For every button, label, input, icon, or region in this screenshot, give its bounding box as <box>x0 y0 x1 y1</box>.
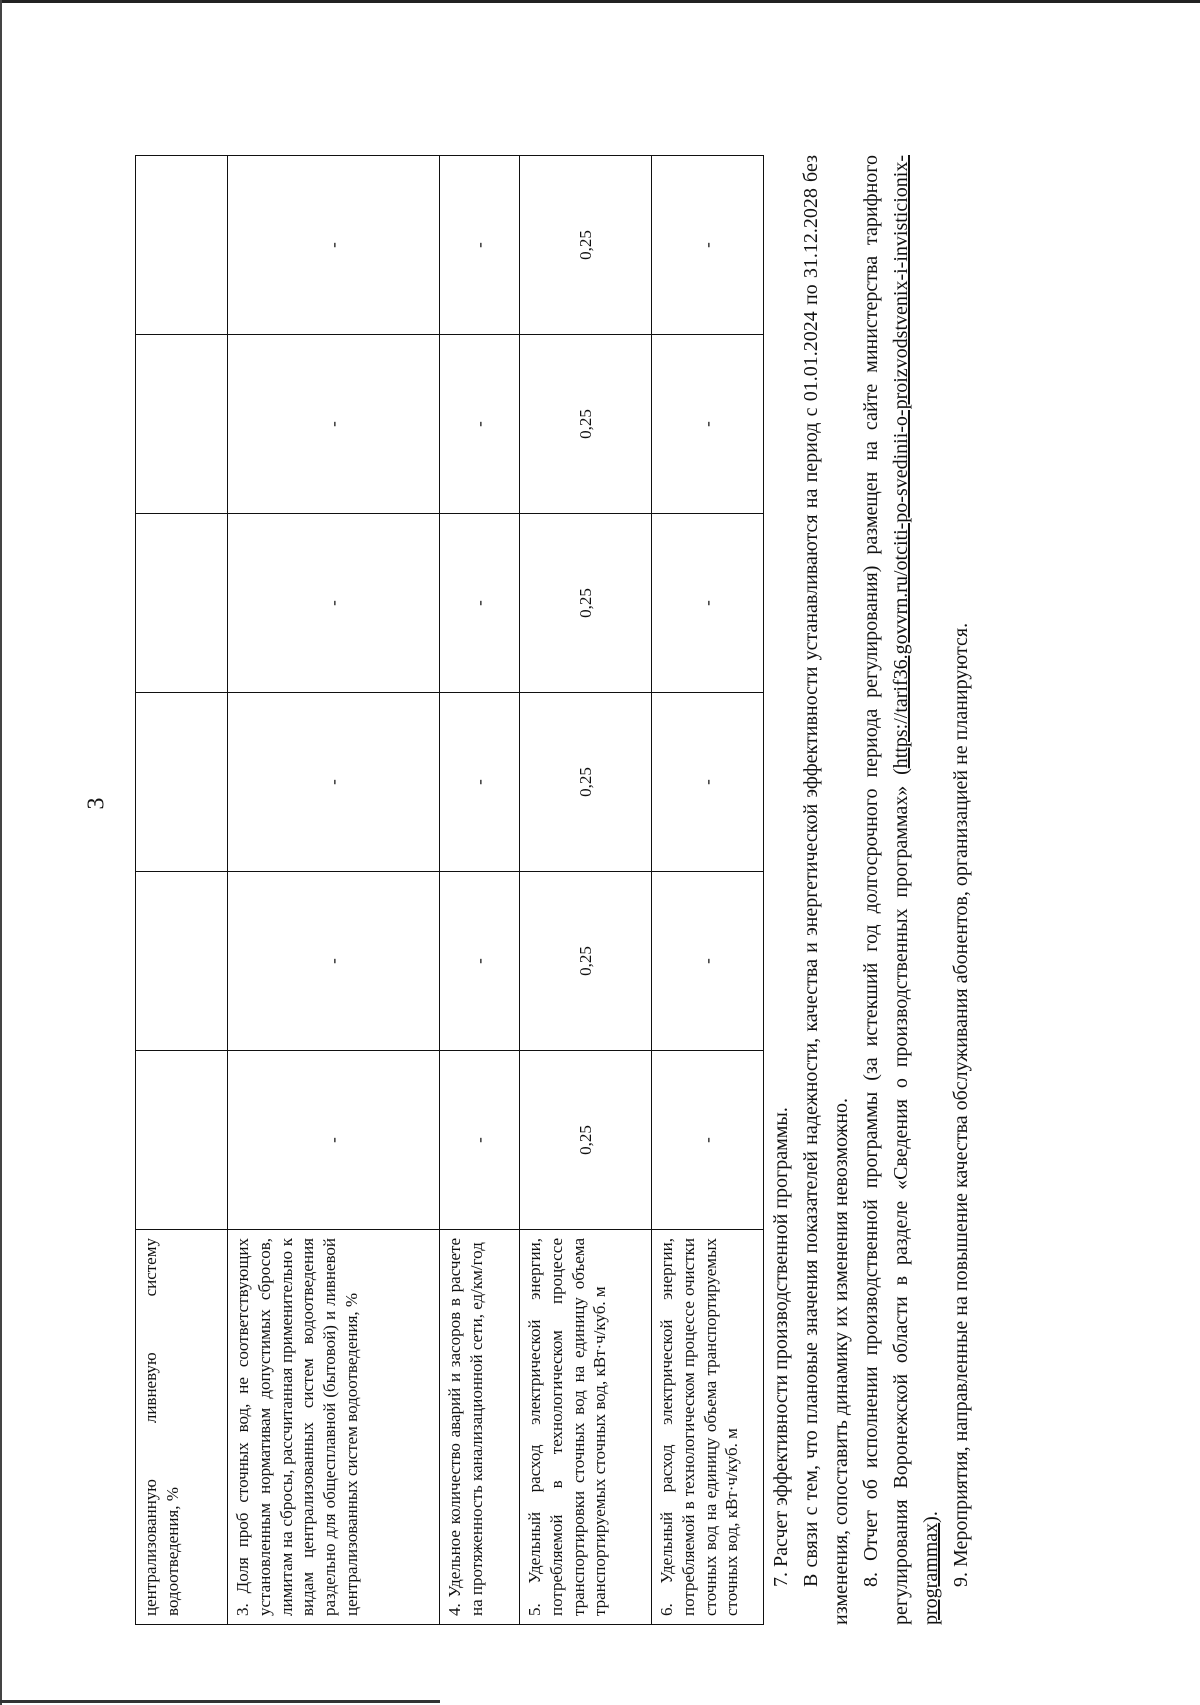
row-value: 0,25 <box>520 693 652 872</box>
row-value: - <box>228 872 440 1051</box>
row-value: 0,25 <box>520 514 652 693</box>
row-value: - <box>652 156 764 335</box>
row-value: 0,25 <box>520 1051 652 1230</box>
table-row <box>228 156 440 1625</box>
scan-edge-bottom <box>0 1700 440 1703</box>
body-text <box>766 155 976 1625</box>
row-value: - <box>228 514 440 693</box>
row-value: - <box>652 693 764 872</box>
row-value <box>136 1051 228 1230</box>
row-description: 4. Удельное количество аварий и засоров в расчете на протяженность канализационной сети, ед/км/год <box>440 1230 520 1625</box>
table-row <box>440 156 520 1625</box>
row-value <box>136 872 228 1051</box>
row-value <box>136 335 228 514</box>
scan-edge-left <box>0 0 2 1705</box>
row-value: - <box>652 335 764 514</box>
report-link[interactable]: https://tarif36.govvrn.ru/otciti-po-svedinii-o-proizvodstvenix-i-invisticionix-programmax <box>890 155 942 1625</box>
section-8-end: ). <box>920 1511 942 1523</box>
row-value: - <box>440 156 520 335</box>
row-value: 0,25 <box>520 872 652 1051</box>
row-value: - <box>652 1051 764 1230</box>
row-value: - <box>440 514 520 693</box>
row-value: - <box>440 693 520 872</box>
row-description: 6. Удельный расход электрической энергии, потребляемой в технологическом процессе очистки сточных вод на единицу объема транспортируемых сточных вод, кВт·ч/куб. м <box>652 1230 764 1625</box>
page-number: 3 <box>83 797 110 810</box>
row-value: 0,25 <box>520 156 652 335</box>
row-description: 3. Доля проб сточных вод, не соответствующих установленным нормативам допустимых сбросов, лимитам на сбросы, рассчитанная применительно к видам централизованных систем водоотведения раздельно для общесплавной (бытовой) и ливневой централизованных систем водоотведения, % <box>228 1230 440 1625</box>
table-row <box>520 156 652 1625</box>
table-row <box>136 156 228 1625</box>
row-value <box>136 514 228 693</box>
row-value: - <box>228 156 440 335</box>
row-value: - <box>228 693 440 872</box>
row-value: 0,25 <box>520 335 652 514</box>
row-description: 5. Удельный расход электрической энергии, потребляемой в технологическом процессе транспортировки сточных вод на единицу объема транспортируемых сточных вод, кВт·ч/куб. м <box>520 1230 652 1625</box>
row-description: централизованную ливневую систему водоотведения, % <box>136 1230 228 1625</box>
row-value: - <box>652 872 764 1051</box>
scan-edge-top <box>0 0 1200 3</box>
row-value: - <box>440 1051 520 1230</box>
table-row <box>652 156 764 1625</box>
row-value: - <box>228 335 440 514</box>
indicators-table <box>135 155 764 1625</box>
row-value <box>136 693 228 872</box>
section-8-text: 8. Отчет об исполнении производственной программы (за истекший год долгосрочного периода регулирования) размещен на сайте министерства тарифного регулирования Воронежской области в разделе «Сведения о производственных программах» ( <box>860 155 912 1625</box>
row-value: - <box>440 872 520 1051</box>
row-value: - <box>652 514 764 693</box>
rotated-page-content <box>135 155 1135 1625</box>
row-value: - <box>440 335 520 514</box>
row-value <box>136 156 228 335</box>
section-7-body: В связи с тем, что плановые значения показателей надежности, качества и энергетической эффективности устанавливаются на период с 01.01.2024 по 31.12.2028 без изменения, сопоставить динамику их изменения невозможно. <box>800 155 852 1625</box>
section-7-heading: 7. Расчет эффективности производственной программы. <box>770 1107 792 1587</box>
row-value: - <box>228 1051 440 1230</box>
section-9-paragraph: 9. Мероприятия, направленные на повышение качества обслуживания абонентов, организацией не планируются. <box>950 622 972 1587</box>
section-8-paragraph <box>856 155 946 1625</box>
